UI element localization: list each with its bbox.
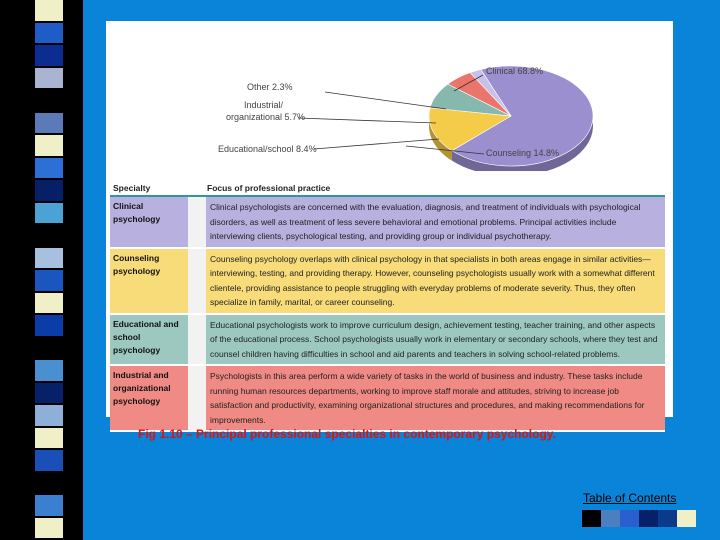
strip-square [35, 180, 63, 201]
table-row [110, 315, 665, 367]
pie-label-industrial-line1: Industrial/ [244, 100, 284, 110]
pie-label-clinical: Clinical 68.8% [486, 66, 544, 76]
strip-square [35, 0, 63, 21]
table-row [110, 366, 665, 432]
specialty-table [110, 177, 665, 432]
strip-square [35, 113, 63, 134]
pie-label-other: Other 2.3% [247, 82, 293, 92]
header-specialty: Specialty [113, 183, 151, 193]
row-specialty: Educational and school psychology [110, 315, 188, 365]
strip-square [35, 450, 63, 471]
row-gap [188, 197, 206, 247]
pie-label-counseling: Counseling 14.8% [486, 148, 560, 158]
strip-square [35, 90, 63, 111]
strip-square [35, 518, 63, 539]
strip-square [35, 473, 63, 494]
strip-square [35, 383, 63, 404]
strip-square [35, 68, 63, 89]
strip-square [35, 203, 63, 224]
table-header [110, 177, 665, 195]
table-of-contents-link[interactable]: Table of Contents [583, 491, 677, 505]
strip-square [35, 293, 63, 314]
strip-square [35, 428, 63, 449]
strip-square [35, 360, 63, 381]
row-specialty: Counseling psychology [110, 249, 188, 313]
toc-swatch [620, 510, 639, 527]
row-specialty: Industrial and organizational psychology [110, 366, 188, 430]
row-gap [188, 249, 206, 313]
toc-swatch [677, 510, 696, 527]
pie-chart [106, 21, 673, 171]
toc-swatch [639, 510, 658, 527]
toc-swatch [658, 510, 677, 527]
pie-label-educational: Educational/school 8.4% [218, 144, 317, 154]
strip-square [35, 158, 63, 179]
strip-square [35, 270, 63, 291]
figure-panel [106, 21, 673, 425]
strip-square [35, 45, 63, 66]
header-focus: Focus of professional practice [207, 183, 331, 193]
toc-swatch [582, 510, 601, 527]
strip-square [35, 135, 63, 156]
strip-square [35, 495, 63, 516]
row-specialty: Clinical psychology [110, 197, 188, 247]
strip-square [35, 405, 63, 426]
pie-label-industrial-line2: organizational 5.7% [226, 112, 306, 122]
row-gap [188, 315, 206, 365]
strip-square [35, 225, 63, 246]
strip-square [35, 338, 63, 359]
strip-square [35, 23, 63, 44]
figure-caption: Fig 1.10 – Principal professional specialties in contemporary psychology. [138, 427, 556, 441]
toc-swatches [582, 510, 696, 527]
row-description: Psychologists in this area perform a wide variety of tasks in the world of business and industry. These tasks include running human resources departments, working to improve staff morale and attitudes, striving to increase job satisfaction and productivity, examining organizational structures and procedures, and making recommendations for improvements. [206, 366, 665, 430]
row-gap [188, 366, 206, 430]
decorative-left-strip [0, 0, 72, 540]
strip-square [35, 248, 63, 269]
table-row [110, 197, 665, 249]
row-description: Educational psychologists work to improve curriculum design, achievement testing, teacher training, and other aspects of the educational process. School psychologists usually work in elementary or secondary schools, where they test and counsel children having difficulties in school and aid parents and teachers in solving school-related problems. [206, 315, 665, 365]
pie-leader-line [298, 118, 436, 123]
table-row [110, 249, 665, 315]
toc-swatch [601, 510, 620, 527]
strip-square [35, 315, 63, 336]
row-description: Clinical psychologists are concerned with the evaluation, diagnosis, and treatment of individuals with psychological disorders, as well as treatment of less severe behavioral and emotional problems. Principal activities include interviewing clients, psychological testing, and providing group or individual psychotherapy. [206, 197, 665, 247]
pie-leader-line [325, 92, 446, 109]
row-description: Counseling psychology overlaps with clinical psychology in that specialists in both areas engage in similar activities—interviewing, testing, and providing therapy. However, counseling psychologists usually work with a somewhat different clientele, providing assistance to people struggling with everyday problems of moderate severity. Thus, they often specialize in family, marital, or career counseling. [206, 249, 665, 313]
